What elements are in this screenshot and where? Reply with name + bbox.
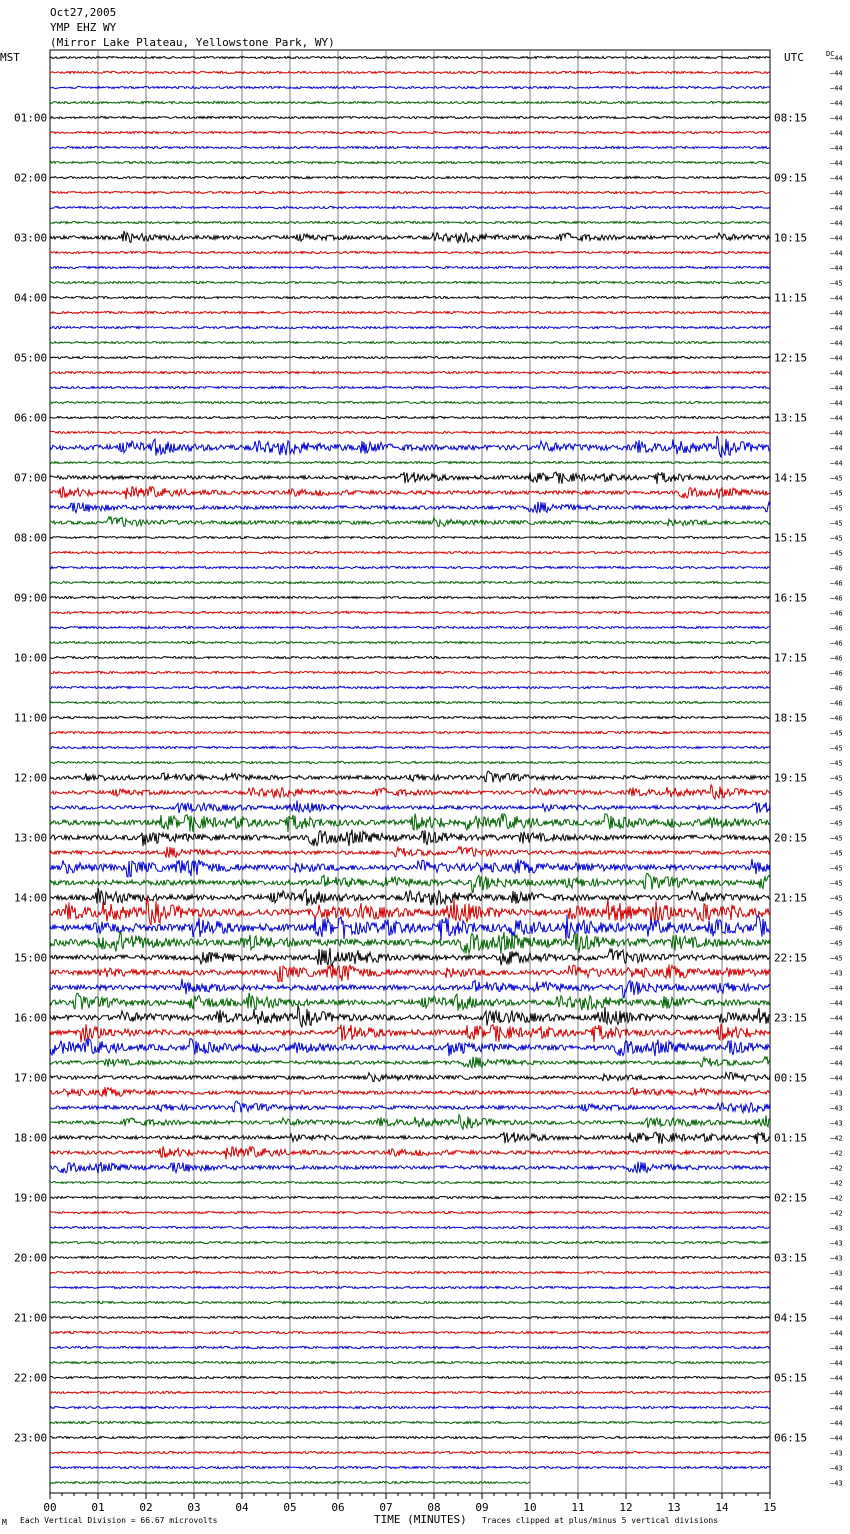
- dc-offset: −46: [830, 669, 843, 678]
- utc-label: 02:15: [774, 1191, 808, 1205]
- trace-78: [50, 1211, 770, 1213]
- dc-offset: −43: [830, 1464, 843, 1473]
- utc-label: 10:15: [774, 231, 808, 245]
- x-tick-label: 05: [283, 1501, 297, 1514]
- dc-offset: −44: [830, 144, 843, 153]
- trace-92: [50, 1421, 770, 1423]
- dc-offset: −44: [830, 1299, 843, 1308]
- dc-offset: −44: [830, 1074, 843, 1083]
- dc-offset: −45: [830, 519, 843, 528]
- mst-label: 19:00: [14, 1191, 48, 1205]
- dc-offset: −44: [830, 54, 843, 63]
- dc-offset: −44: [830, 1374, 843, 1383]
- dc-offset: −45: [830, 804, 843, 813]
- x-tick-label: 09: [475, 1501, 489, 1514]
- dc-offset: −44: [830, 1419, 843, 1428]
- trace-64: [50, 993, 770, 1011]
- trace-27: [50, 436, 770, 458]
- trace-26: [50, 431, 770, 433]
- trace-37: [50, 596, 770, 598]
- dc-offset: −44: [830, 99, 843, 108]
- dc-offset: −44: [830, 384, 843, 393]
- right-axis-title: UTC: [784, 51, 804, 64]
- x-tick-label: 02: [139, 1501, 153, 1514]
- scale-note: Each Vertical Division = 66.67 microvolts: [20, 1516, 218, 1525]
- dc-offset: −45: [830, 759, 843, 768]
- dc-offset: −44: [830, 984, 843, 993]
- trace-83: [50, 1286, 770, 1288]
- trace-47: [50, 746, 770, 748]
- dc-offset: −42: [830, 1179, 843, 1188]
- dc-offset: −42: [830, 1149, 843, 1158]
- dc-offset: −44: [830, 399, 843, 408]
- trace-34: [50, 551, 770, 553]
- trace-70: [50, 1087, 770, 1096]
- x-tick-label: 14: [715, 1501, 729, 1514]
- trace-57: [50, 888, 770, 906]
- utc-label: 17:15: [774, 651, 808, 665]
- trace-87: [50, 1346, 770, 1348]
- trace-95: [50, 1466, 770, 1468]
- trace-51: [50, 801, 770, 814]
- utc-hour-labels: [774, 112, 807, 1445]
- dc-offset: −45: [830, 894, 843, 903]
- dc-offset: −42: [830, 1164, 843, 1173]
- dc-offset: −45: [830, 879, 843, 888]
- trace-28: [50, 461, 770, 463]
- mst-label: 22:00: [14, 1371, 48, 1385]
- trace-81: [50, 1256, 770, 1258]
- mst-label: 18:00: [14, 1131, 48, 1145]
- dc-label: DC: [826, 50, 835, 58]
- trace-21: [50, 356, 770, 358]
- trace-23: [50, 386, 770, 388]
- trace-80: [50, 1241, 770, 1243]
- dc-offset: −45: [830, 789, 843, 798]
- dc-offset: −43: [830, 1119, 843, 1128]
- trace-38: [50, 611, 770, 613]
- trace-60: [50, 932, 770, 954]
- trace-89: [50, 1376, 770, 1378]
- trace-19: [50, 326, 770, 328]
- trace-35: [50, 566, 770, 568]
- dc-offset: −44: [830, 174, 843, 183]
- dc-offset: −45: [830, 729, 843, 738]
- trace-4: [50, 101, 770, 103]
- mst-label: 04:00: [14, 291, 48, 305]
- dc-offset: −44: [830, 1434, 843, 1443]
- dc-offset: −44: [830, 1329, 843, 1338]
- dc-offset: −44: [830, 114, 843, 123]
- trace-65: [50, 1006, 770, 1028]
- dc-offset: −45: [830, 954, 843, 963]
- trace-75: [50, 1162, 770, 1174]
- mst-label: 03:00: [14, 231, 48, 245]
- trace-82: [50, 1271, 770, 1273]
- trace-71: [50, 1101, 770, 1113]
- trace-44: [50, 701, 770, 703]
- mst-label: 01:00: [14, 111, 48, 125]
- dc-offset: −44: [830, 249, 843, 258]
- utc-label: 18:15: [774, 711, 808, 725]
- dc-offset: −46: [830, 594, 843, 603]
- trace-45: [50, 716, 770, 718]
- dc-offset: −45: [830, 849, 843, 858]
- trace-84: [50, 1301, 770, 1303]
- mst-label: 13:00: [14, 831, 48, 845]
- utc-label: 12:15: [774, 351, 808, 365]
- dc-offset: −45: [830, 774, 843, 783]
- trace-43: [50, 686, 770, 688]
- utc-label: 14:15: [774, 471, 808, 485]
- trace-6: [50, 131, 770, 133]
- dc-offset: −45: [830, 939, 843, 948]
- utc-label: 08:15: [774, 111, 808, 125]
- trace-18: [50, 311, 770, 313]
- dc-offset: −44: [830, 1044, 843, 1053]
- dc-offset: −46: [830, 924, 843, 933]
- mst-label: 14:00: [14, 891, 48, 905]
- trace-31: [50, 502, 770, 513]
- x-tick-label: 00: [43, 1501, 57, 1514]
- dc-offset: −45: [830, 504, 843, 513]
- trace-74: [50, 1146, 770, 1159]
- dc-offset: −44: [830, 1359, 843, 1368]
- dc-offset: −44: [830, 1404, 843, 1413]
- trace-41: [50, 656, 770, 658]
- trace-22: [50, 371, 770, 373]
- dc-offset: −44: [830, 339, 843, 348]
- dc-offset: −43: [830, 1254, 843, 1263]
- mst-label: 20:00: [14, 1251, 48, 1265]
- utc-label: 22:15: [774, 951, 808, 965]
- utc-label: 00:15: [774, 1071, 808, 1085]
- x-axis: [43, 1493, 776, 1514]
- mst-label: 05:00: [14, 351, 48, 365]
- dc-offset: −44: [830, 264, 843, 273]
- utc-label: 19:15: [774, 771, 808, 785]
- dc-offset: −46: [830, 699, 843, 708]
- dc-offset: −45: [830, 819, 843, 828]
- trace-55: [50, 859, 770, 877]
- dc-offset: −44: [830, 84, 843, 93]
- dc-offset: −43: [830, 1449, 843, 1458]
- dc-offset: −43: [830, 1089, 843, 1098]
- dc-offset: −43: [830, 1479, 843, 1488]
- x-tick-label: 07: [379, 1501, 393, 1514]
- left-axis-title: MST: [0, 51, 20, 64]
- dc-offset: −44: [830, 189, 843, 198]
- record-date: Oct27,2005: [50, 6, 117, 19]
- dc-offset: −44: [830, 429, 843, 438]
- dc-offset: −44: [830, 159, 843, 168]
- trace-62: [50, 964, 770, 981]
- trace-24: [50, 401, 770, 403]
- trace-52: [50, 813, 770, 832]
- dc-offset: −45: [830, 489, 843, 498]
- trace-72: [50, 1115, 770, 1130]
- dc-offset: −44: [830, 129, 843, 138]
- dc-offset: −44: [830, 219, 843, 228]
- dc-offset: −45: [830, 279, 843, 288]
- trace-61: [50, 948, 770, 966]
- trace-79: [50, 1226, 770, 1228]
- dc-offset: −44: [830, 1314, 843, 1323]
- trace-15: [50, 266, 770, 268]
- utc-label: 09:15: [774, 171, 808, 185]
- trace-40: [50, 641, 770, 643]
- trace-67: [50, 1038, 770, 1056]
- dc-offset: −44: [830, 1284, 843, 1293]
- trace-10: [50, 191, 770, 193]
- mst-label: 23:00: [14, 1431, 48, 1445]
- dc-offset: −44: [830, 369, 843, 378]
- trace-93: [50, 1436, 770, 1438]
- trace-86: [50, 1331, 770, 1333]
- dc-offset: −44: [830, 1344, 843, 1353]
- utc-label: 23:15: [774, 1011, 808, 1025]
- dc-offset: −44: [830, 1059, 843, 1068]
- trace-12: [50, 221, 770, 223]
- trace-11: [50, 206, 770, 208]
- mst-label: 02:00: [14, 171, 48, 185]
- trace-91: [50, 1406, 770, 1408]
- dc-offset: −46: [830, 654, 843, 663]
- dc-offset: −44: [830, 234, 843, 243]
- trace-39: [50, 626, 770, 628]
- trace-49: [50, 771, 770, 782]
- utc-label: 03:15: [774, 1251, 808, 1265]
- utc-label: 15:15: [774, 531, 808, 545]
- dc-offset: −44: [830, 294, 843, 303]
- x-tick-label: 15: [763, 1501, 777, 1514]
- utc-label: 21:15: [774, 891, 808, 905]
- corner-mark: M: [2, 1518, 7, 1527]
- utc-label: 20:15: [774, 831, 808, 845]
- trace-group: [50, 56, 770, 1483]
- trace-58: [50, 897, 770, 925]
- dc-offset: −45: [830, 834, 843, 843]
- trace-16: [50, 281, 770, 283]
- trace-85: [50, 1316, 770, 1318]
- mst-label: 09:00: [14, 591, 48, 605]
- utc-label: 13:15: [774, 411, 808, 425]
- trace-46: [50, 731, 770, 733]
- clip-note: Traces clipped at plus/minus 5 vertical divisions: [482, 1516, 719, 1525]
- utc-label: 11:15: [774, 291, 808, 305]
- dc-offset: −44: [830, 459, 843, 468]
- trace-68: [50, 1057, 770, 1068]
- x-tick-label: 12: [619, 1501, 633, 1514]
- dc-offset: −45: [830, 864, 843, 873]
- trace-9: [50, 176, 770, 178]
- trace-32: [50, 517, 770, 527]
- x-tick-label: 11: [571, 1501, 585, 1514]
- dc-offset: −44: [830, 444, 843, 453]
- x-tick-label: 04: [235, 1501, 249, 1514]
- dc-offset: −43: [830, 969, 843, 978]
- dc-offset: −46: [830, 684, 843, 693]
- dc-offset: −42: [830, 1194, 843, 1203]
- dc-offset: −46: [830, 639, 843, 648]
- dc-offset: −44: [830, 69, 843, 78]
- x-tick-label: 06: [331, 1501, 345, 1514]
- dc-offset: −42: [830, 1209, 843, 1218]
- dc-offset: −46: [830, 714, 843, 723]
- trace-36: [50, 581, 770, 583]
- dc-offset: −43: [830, 1239, 843, 1248]
- trace-20: [50, 341, 770, 343]
- dc-offset: −42: [830, 1134, 843, 1143]
- x-tick-label: 13: [667, 1501, 681, 1514]
- trace-33: [50, 536, 770, 538]
- dc-offset: −45: [830, 549, 843, 558]
- dc-offset: −45: [830, 744, 843, 753]
- dc-offset: −43: [830, 1104, 843, 1113]
- mst-label: 21:00: [14, 1311, 48, 1325]
- dc-offset: −44: [830, 1389, 843, 1398]
- dc-offset: −46: [830, 564, 843, 573]
- trace-94: [50, 1451, 770, 1453]
- utc-label: 05:15: [774, 1371, 808, 1385]
- mst-label: 12:00: [14, 771, 48, 785]
- trace-30: [50, 486, 770, 499]
- dc-offset-labels: [830, 55, 843, 1488]
- trace-53: [50, 830, 770, 847]
- trace-66: [50, 1024, 770, 1043]
- utc-label: 06:15: [774, 1431, 808, 1445]
- trace-25: [50, 416, 770, 418]
- dc-offset: −46: [830, 609, 843, 618]
- trace-1: [50, 56, 770, 58]
- dc-offset: −46: [830, 624, 843, 633]
- dc-offset: −46: [830, 579, 843, 588]
- dc-offset: −45: [830, 534, 843, 543]
- trace-42: [50, 671, 770, 673]
- mst-hour-labels: [14, 112, 47, 1445]
- mst-label: 10:00: [14, 651, 48, 665]
- trace-63: [50, 979, 770, 998]
- trace-14: [50, 251, 770, 253]
- utc-label: 04:15: [774, 1311, 808, 1325]
- dc-offset: −44: [830, 414, 843, 423]
- trace-69: [50, 1073, 770, 1082]
- dc-offset: −44: [830, 999, 843, 1008]
- station-location: (Mirror Lake Plateau, Yellowstone Park, WY): [50, 36, 335, 49]
- trace-88: [50, 1361, 770, 1363]
- mst-label: 15:00: [14, 951, 48, 965]
- dc-offset: −44: [830, 324, 843, 333]
- station-code: YMP EHZ WY: [50, 21, 117, 34]
- dc-offset: −45: [830, 474, 843, 483]
- trace-17: [50, 296, 770, 298]
- dc-offset: −43: [830, 1224, 843, 1233]
- mst-label: 06:00: [14, 411, 48, 425]
- trace-3: [50, 86, 770, 88]
- trace-2: [50, 71, 770, 73]
- trace-90: [50, 1391, 770, 1393]
- mst-label: 17:00: [14, 1071, 48, 1085]
- mst-label: 16:00: [14, 1011, 48, 1025]
- dc-offset: −44: [830, 1014, 843, 1023]
- trace-73: [50, 1132, 770, 1144]
- trace-54: [50, 847, 770, 858]
- utc-label: 01:15: [774, 1131, 808, 1145]
- dc-offset: −45: [830, 909, 843, 918]
- mst-label: 08:00: [14, 531, 48, 545]
- x-axis-title: TIME (MINUTES): [374, 1513, 467, 1526]
- trace-8: [50, 161, 770, 163]
- trace-76: [50, 1181, 770, 1183]
- x-tick-label: 03: [187, 1501, 201, 1514]
- dc-offset: −44: [830, 204, 843, 213]
- utc-label: 16:15: [774, 591, 808, 605]
- dc-offset: −44: [830, 309, 843, 318]
- mst-label: 11:00: [14, 711, 48, 725]
- mst-label: 07:00: [14, 471, 48, 485]
- dc-offset: −44: [830, 1029, 843, 1038]
- trace-13: [50, 231, 770, 243]
- x-tick-label: 10: [523, 1501, 537, 1514]
- dc-offset: −43: [830, 1269, 843, 1278]
- trace-5: [50, 116, 770, 118]
- trace-48: [50, 761, 770, 763]
- trace-50: [50, 785, 770, 800]
- x-tick-label: 01: [91, 1501, 105, 1514]
- trace-77: [50, 1196, 770, 1198]
- x-tick-label: 08: [427, 1501, 441, 1514]
- trace-29: [50, 472, 770, 484]
- trace-7: [50, 146, 770, 148]
- dc-offset: −44: [830, 354, 843, 363]
